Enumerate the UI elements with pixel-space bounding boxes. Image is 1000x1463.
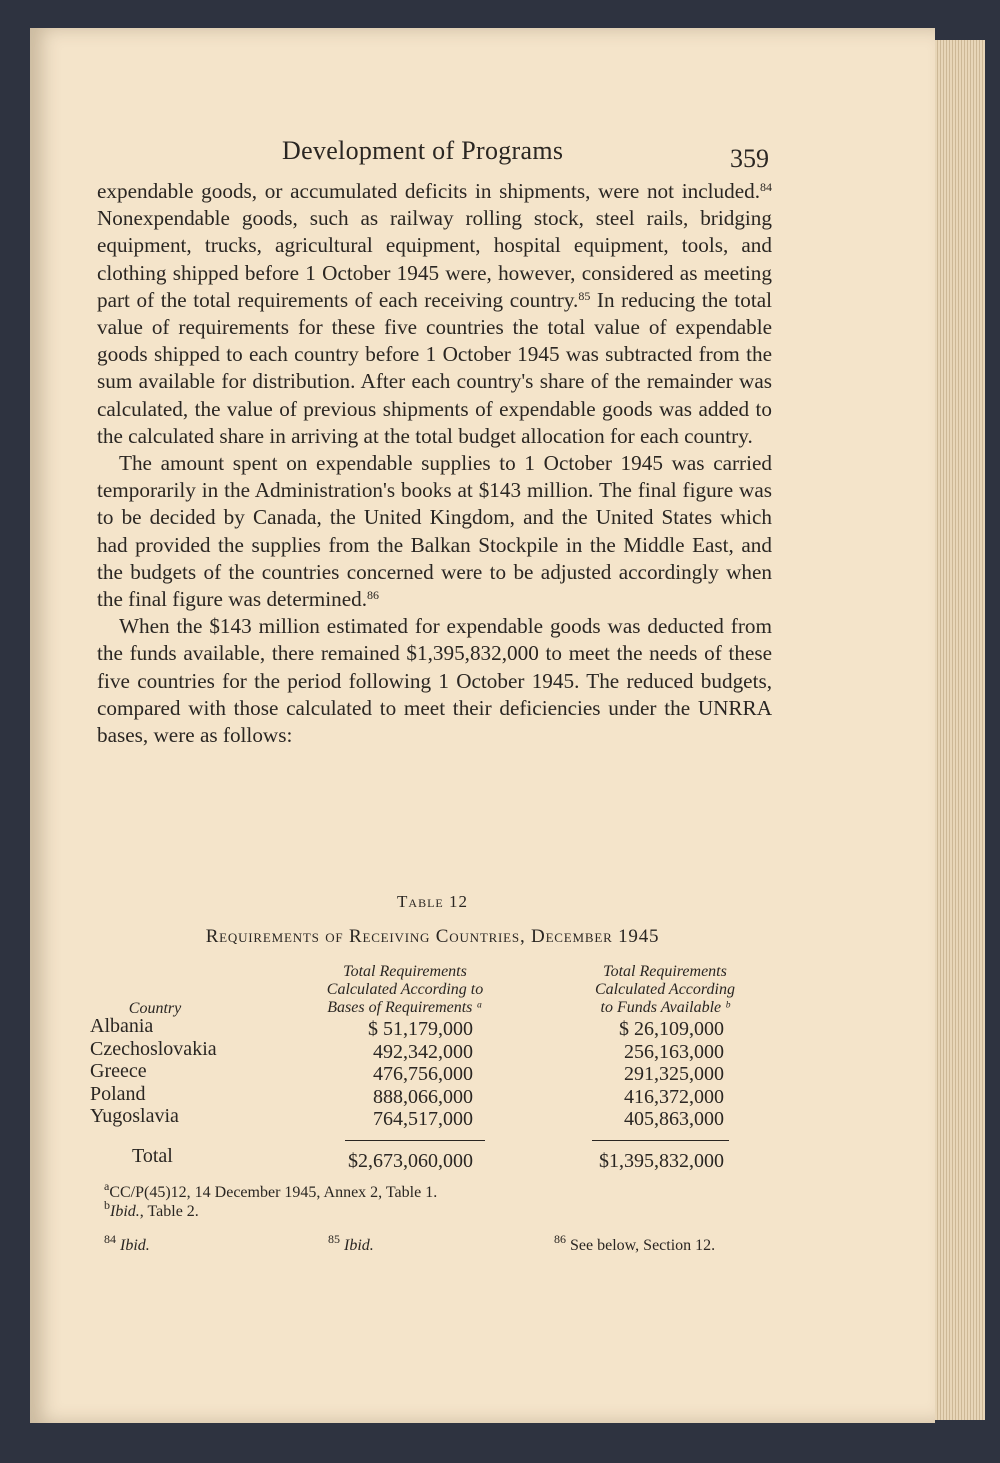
- table-cell-col1: $ 51,179,000: [368, 1018, 473, 1040]
- sum-rule: [592, 1140, 729, 1141]
- footnote-number: 85: [328, 1232, 340, 1246]
- footnote-ref: 86: [367, 588, 380, 603]
- text: The amount spent on expendable supplies to 1 October 1945 was carried temporarily in the Administration's books at $143 million. The final figure was to be decided by Canada, the United Kingdom, and the United States which had provided the supplies from the Balkan Stockpile in the Middle East, and the budgets of the countries concerned were to be adjusted accordingly when the final figure was determined.: [97, 451, 772, 612]
- table-cell-col2: 416,372,000: [624, 1085, 724, 1108]
- running-header: Development of Programs: [282, 136, 564, 165]
- sum-rule: [345, 1140, 485, 1141]
- page-number: 359: [730, 144, 769, 173]
- table-title: Requirements of Receiving Countries, December 1945: [205, 926, 660, 947]
- table-number: Table 12: [397, 892, 468, 911]
- header-col1: [290, 963, 520, 1017]
- table-cell-col2: 256,163,000: [624, 1040, 724, 1063]
- total-col1: $2,673,060,000: [348, 1150, 473, 1172]
- paragraph: [97, 450, 772, 613]
- table-cell-col1: 492,342,000: [373, 1040, 473, 1063]
- table-cell-country: Poland: [90, 1082, 146, 1105]
- footnote-text: Ibid.: [120, 1237, 150, 1254]
- header-line: Total Requirements: [603, 963, 727, 980]
- note-text: CC/P(45)12, 14 December 1945, Annex 2, Table 1.: [109, 1184, 438, 1201]
- footnote-text: See below, Section 12.: [570, 1237, 716, 1254]
- footnote-84: [104, 1232, 150, 1255]
- header-line: Bases of Requirements ᵃ: [327, 999, 483, 1016]
- page-edges: [935, 40, 985, 1420]
- table-cell-col2: $ 26,109,000: [619, 1018, 724, 1040]
- table-cell-country: Czechoslovakia: [90, 1037, 217, 1060]
- table-cell-country: Yugoslavia: [90, 1105, 179, 1127]
- note-mark: b: [104, 1198, 110, 1212]
- text: In reducing the total value of requirements for these five countries the total value of expendable goods shipped to each country before 1 October 1945 was subtracted from the sum available for distribution. After each country's share of the remainder was calculated, the value of previous shipments of expendable goods was added to the calculated share in arriving at the total budget allocation for each country.: [97, 287, 772, 448]
- total-label: Total: [132, 1145, 173, 1167]
- table-cell-col1: 764,517,000: [373, 1108, 473, 1130]
- note-italic: Ibid.: [110, 1203, 140, 1220]
- table-cell-col2: 405,863,000: [624, 1108, 724, 1130]
- note-text: , Table 2.: [139, 1203, 199, 1220]
- table-note-b: [104, 1198, 199, 1221]
- footnote-ref: 84: [760, 180, 772, 194]
- body-text: [97, 178, 772, 749]
- header-line: Total Requirements: [343, 963, 467, 980]
- header-line: to Funds Available ᵇ: [600, 999, 730, 1016]
- paragraph: [97, 178, 772, 450]
- table-note-a: [104, 1179, 438, 1202]
- header-line: Calculated According: [595, 981, 735, 998]
- total-col2: $1,395,832,000: [599, 1150, 724, 1172]
- footnote-85: [328, 1232, 374, 1255]
- footnote-number: 84: [104, 1232, 116, 1246]
- footnote-86: [554, 1232, 716, 1255]
- table-cell-col1: 888,066,000: [373, 1085, 473, 1108]
- footnote-text: Ibid.: [344, 1237, 374, 1254]
- header-col2: [550, 963, 780, 1017]
- paragraph: [97, 613, 772, 749]
- note-mark: a: [104, 1179, 110, 1193]
- text: When the $143 million estimated for expendable goods was deducted from the funds available, there remained $1,395,832,000 to meet the needs of these five countries for the period following 1 October 1945. The reduced budgets, compared with those calculated to meet their deficiencies under the UNRRA bases, were as follows:: [97, 614, 772, 748]
- header-country: Country: [128, 1000, 182, 1017]
- text: expendable goods, or accumulated deficits in shipments, were not included.: [97, 179, 760, 203]
- text: Nonexpendable goods, such as railway rolling stock, steel rails, bridging equipment, trucks, agricultural equipment, hospital equipment, tools, and clothing shipped before 1 October 1945 were, however, considered as meeting part of the total requirements of each receiving country.: [97, 206, 772, 312]
- table-cell-col1: 476,756,000: [373, 1063, 473, 1085]
- footnote-number: 86: [554, 1232, 566, 1246]
- table-cell-country: Greece: [90, 1060, 147, 1082]
- table-cell-country: Albania: [90, 1015, 154, 1037]
- header-line: Calculated According to: [326, 981, 484, 998]
- table-cell-col2: 291,325,000: [624, 1063, 724, 1085]
- footnote-ref: 85: [578, 288, 591, 303]
